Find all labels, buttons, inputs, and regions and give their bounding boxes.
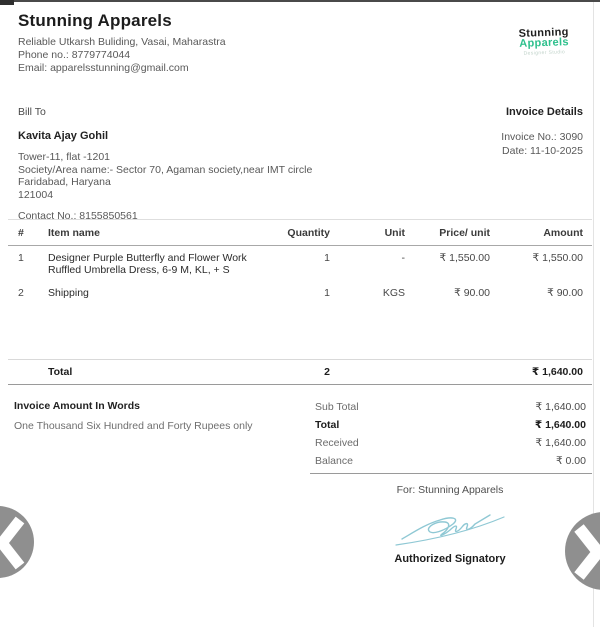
page-top-border [0, 0, 600, 2]
chevron-left-icon [0, 506, 34, 578]
bill-to-label: Bill To [18, 106, 46, 118]
totals-summary [310, 398, 592, 474]
table-total-row [8, 359, 592, 385]
total-quantity: 2 [324, 366, 330, 378]
customer-address-line: Tower-11, flat -1201 [18, 151, 111, 163]
item-name [48, 252, 251, 276]
signature-scribble-icon [390, 509, 510, 551]
invoice-number: Invoice No.: 3090 [501, 131, 583, 143]
table-row [8, 281, 592, 304]
summary-row-total [310, 416, 592, 434]
for-company-text: For: Stunning Apparels [396, 484, 504, 496]
summary-row-balance [310, 452, 592, 470]
company-header [18, 11, 226, 75]
chevron-right-icon [565, 512, 600, 590]
company-phone: Phone no.: 8779774044 [18, 49, 131, 61]
item-amount: ₹ 1,550.00 [532, 252, 583, 264]
header-num: # [18, 227, 24, 239]
next-page-button[interactable] [565, 512, 600, 590]
header-amount: Amount [543, 227, 583, 239]
item-name-line1: Shipping [48, 287, 89, 299]
summary-row-subtotal [310, 398, 592, 416]
item-number: 2 [18, 287, 24, 299]
item-unit: KGS [382, 287, 405, 299]
header-unit: Unit [384, 227, 405, 239]
item-quantity: 1 [324, 287, 330, 299]
previous-page-button[interactable] [0, 506, 34, 578]
company-name: Stunning Apparels [18, 11, 172, 30]
bill-to-section [18, 106, 312, 222]
logo-tagline: Designer Studio [523, 49, 566, 57]
item-price: ₹ 90.00 [454, 287, 490, 299]
received-label: Received [315, 437, 359, 449]
total-amount: ₹ 1,640.00 [531, 366, 583, 378]
amount-in-words-label: Invoice Amount In Words [14, 400, 141, 412]
signature-image [370, 509, 530, 551]
subtotal-value: ₹ 1,640.00 [535, 401, 586, 413]
logo-text-apparels: Apparels [519, 36, 569, 50]
company-email: Email: apparelsstunning@gmail.com [18, 62, 189, 74]
item-number: 1 [18, 252, 24, 264]
received-value: ₹ 1,640.00 [535, 437, 586, 449]
invoice-date: Date: 11-10-2025 [502, 144, 583, 157]
items-table [8, 219, 592, 385]
item-quantity: 1 [324, 252, 330, 264]
total-value: ₹ 1,640.00 [534, 419, 586, 431]
company-logo [500, 25, 589, 57]
header-price-unit: Price/ unit [439, 227, 490, 239]
total-label: Total [48, 366, 73, 378]
item-unit: - [401, 252, 405, 264]
invoice-details-label: Invoice Details [505, 106, 583, 118]
item-price: ₹ 1,550.00 [439, 252, 490, 264]
summary-row-received [310, 434, 592, 452]
balance-value: ₹ 0.00 [555, 455, 586, 467]
items-table-header [8, 219, 592, 246]
item-name [48, 287, 251, 299]
customer-contact: Contact No.: 8155850561 [18, 210, 138, 222]
customer-address-line: Faridabad, Haryana [18, 176, 111, 188]
company-address: Reliable Utkarsh Buliding, Vasai, Maharastra [18, 36, 226, 48]
page-top-corner-mark [0, 0, 14, 5]
subtotal-label: Sub Total [315, 401, 359, 413]
item-amount: ₹ 90.00 [547, 287, 583, 299]
table-row [8, 246, 592, 281]
item-name-line2: Ruffled Umbrella Dress, 6-9 M, KL, + S [48, 264, 230, 276]
header-quantity: Quantity [287, 227, 330, 239]
amount-in-words-text: One Thousand Six Hundred and Forty Rupees only [14, 420, 253, 432]
customer-address-line: 121004 [18, 188, 54, 201]
signature-section [370, 484, 530, 565]
customer-name: Kavita Ajay Gohil [18, 130, 109, 142]
table-empty-space [8, 304, 592, 359]
authorized-signatory-label: Authorized Signatory [394, 553, 506, 565]
header-item-name: Item name [48, 227, 100, 239]
balance-label: Balance [315, 455, 353, 467]
invoice-details-section [501, 106, 583, 158]
customer-address-line: Society/Area name:- Sector 70, Agaman society,near IMT circle [18, 163, 313, 176]
logo-text-stunning: Stunning [518, 26, 569, 40]
item-name-line1: Designer Purple Butterfly and Flower Work [48, 252, 247, 264]
total-label: Total [315, 419, 340, 431]
amount-in-words-section [14, 400, 294, 432]
